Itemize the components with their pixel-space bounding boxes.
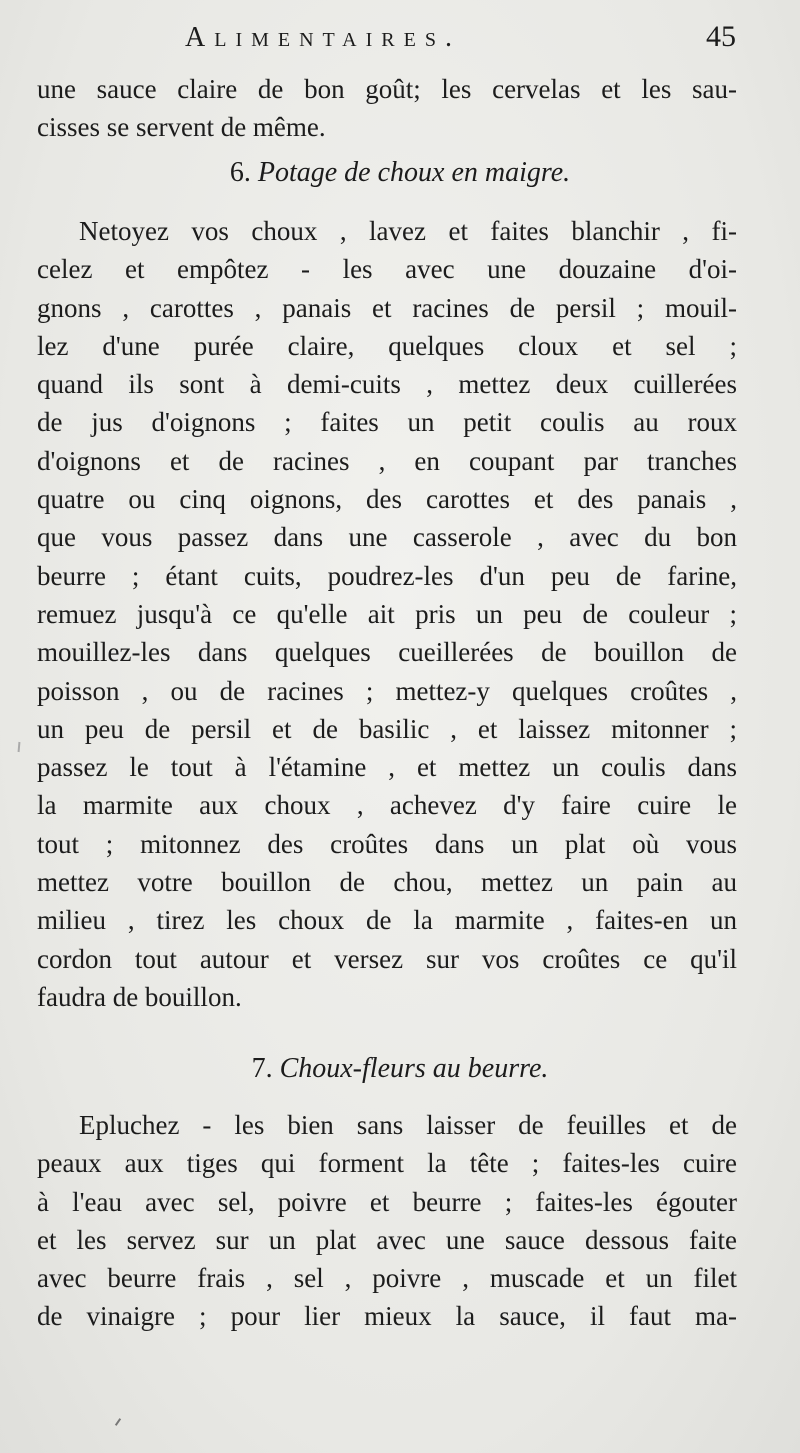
text-line: que vous passez dans une casserole , avec du bon [37,522,737,553]
text-line: et les servez sur un plat avec une sauce dessous faite [37,1224,737,1255]
page-header [0,20,800,60]
text-line: avec beurre frais , sel , poivre , muscade et un filet [37,1263,737,1294]
section-6-title: Potage de choux en maigre. [257,157,571,188]
section-7-heading [0,1053,800,1085]
text-line: beurre ; étant cuits, poudrez-les d'un peu de farine, [37,560,737,591]
text-line: cisses se servent de même. [37,112,326,143]
text-line: milieu , tirez les choux de la marmite , faites-en un [37,905,737,936]
text-line: celez et empôtez - les avec une douzaine d'oi- [37,254,737,285]
section-6-number: 6. [229,157,251,188]
text-line: tout ; mitonnez des croûtes dans un plat où vous [37,828,737,859]
text-line: un peu de persil et de basilic , et laissez mitonner ; [37,713,737,744]
text-line: peaux aux tiges qui forment la tête ; faites-les cuire [37,1148,737,1179]
text-line: une sauce claire de bon goût; les cervelas et les sau- [37,74,737,104]
section-7-title: Choux-fleurs au beurre. [279,1053,549,1084]
text-line: lez d'une purée claire, quelques cloux et sel ; [37,330,737,361]
text-line: la marmite aux choux , achevez d'y faire cuire le [37,790,737,821]
section-7-number: 7. [251,1053,273,1084]
text-line: cordon tout autour et versez sur vos croûtes ce qu'il [37,943,737,974]
text-line: mouillez-les dans quelques cueillerées de bouillon de [37,637,737,668]
continuation-paragraph [37,70,737,147]
text-line: faudra de bouillon. [37,981,242,1012]
section-6-paragraph [37,212,737,1016]
text-line: mettez votre bouillon de chou, mettez un pain au [37,867,737,898]
section-6-heading [0,157,800,189]
text-line: poisson , ou de racines ; mettez-y quelques croûtes , [37,675,737,706]
paper-speck [18,742,21,752]
text-line: d'oignons et de racines , en coupant par tranches [37,445,737,476]
text-line: quatre ou cinq oignons, des carottes et des panais , [37,484,737,515]
text-line: Epluchez - les bien sans laisser de feuilles et de [79,1110,737,1140]
section-7-paragraph [37,1106,737,1336]
paper-speck [115,1418,121,1426]
text-line: de jus d'oignons ; faites un petit coulis au roux [37,407,737,438]
text-line: Netoyez vos choux , lavez et faites blanchir , fi- [79,216,737,246]
text-line: quand ils sont à demi-cuits , mettez deux cuillerées [37,369,737,400]
text-line: passez le tout à l'étamine , et mettez un coulis dans [37,752,737,783]
page-number: 45 [706,20,736,53]
text-line: à l'eau avec sel, poivre et beurre ; faites-les égouter [37,1186,737,1217]
text-line: de vinaigre ; pour lier mieux la sauce, il faut ma- [37,1301,737,1332]
text-line: gnons , carottes , panais et racines de persil ; mouil- [37,292,737,323]
running-title: Alimentaires. [185,22,461,53]
text-line: remuez jusqu'à ce qu'elle ait pris un peu de couleur ; [37,598,737,629]
